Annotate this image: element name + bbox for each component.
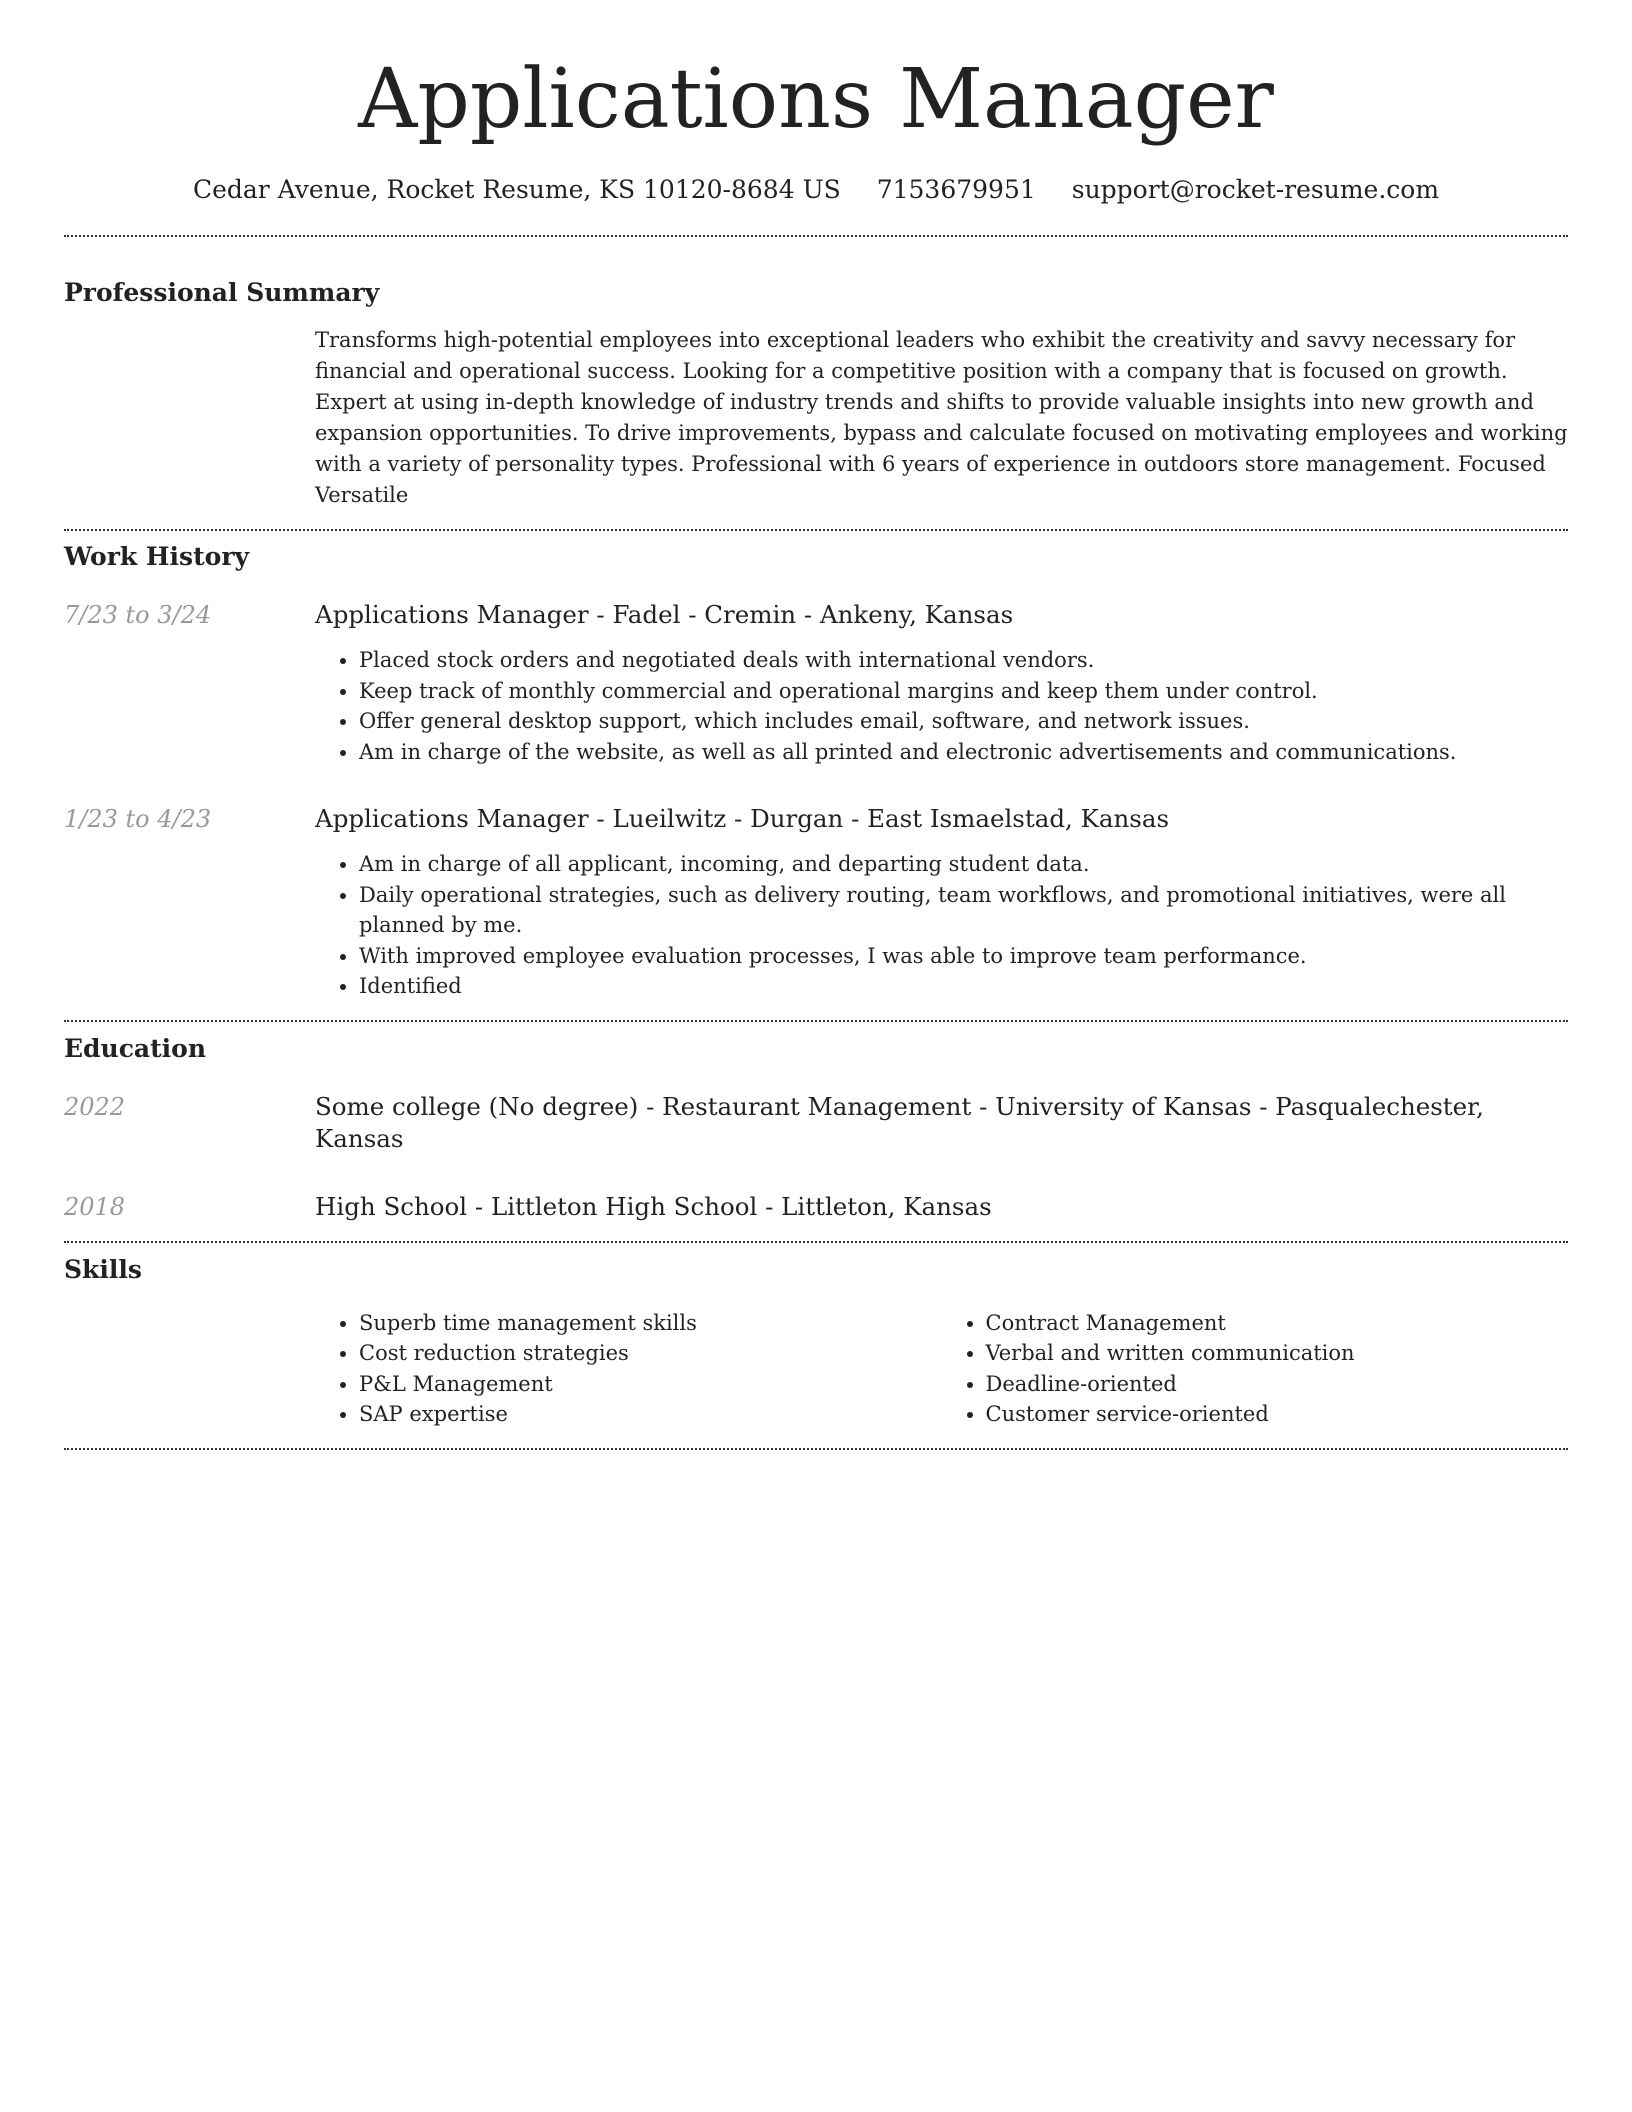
divider bbox=[64, 1020, 1568, 1022]
job-entry bbox=[64, 599, 1568, 767]
job-location: Ankeny, Kansas bbox=[819, 600, 1014, 629]
job-company: Lueilwitz - Durgan bbox=[612, 804, 844, 833]
skill-item: • Deadline-oriented bbox=[986, 1369, 1569, 1400]
skills-section bbox=[64, 1254, 1568, 1430]
job-entry bbox=[64, 803, 1568, 1002]
skill-item: • Verbal and written communication bbox=[986, 1338, 1569, 1369]
skills-list-left bbox=[315, 1308, 942, 1430]
job-bullets bbox=[315, 645, 1568, 767]
list-item: • Keep track of monthly commercial and operational margins and keep them under control. bbox=[359, 676, 1568, 707]
section-title-summary: Professional Summary bbox=[64, 278, 380, 307]
job-heading: Applications Manager - Fadel - Cremin - Ankeny, Kansas bbox=[315, 600, 1014, 629]
education-degree: High School bbox=[315, 1191, 468, 1221]
summary-row bbox=[64, 325, 1568, 511]
contact-email: support@rocket-resume.com bbox=[1071, 175, 1440, 204]
skill-item: • Contract Management bbox=[986, 1308, 1569, 1339]
job-dates: 1/23 to 4/23 bbox=[64, 805, 212, 833]
education-entry bbox=[64, 1191, 1568, 1223]
skill-item: • SAP expertise bbox=[359, 1399, 942, 1430]
skills-spacer bbox=[64, 1308, 315, 1430]
skill-item: • Customer service-oriented bbox=[986, 1399, 1569, 1430]
list-item: • With improved employee evaluation processes, I was able to improve team performance. bbox=[359, 941, 1568, 972]
list-item: • Daily operational strategies, such as delivery routing, team workflows, and promotional initiatives, were all planned by me. bbox=[359, 880, 1568, 941]
skills-row bbox=[64, 1308, 1568, 1430]
job-location: East Ismaelstad, Kansas bbox=[867, 804, 1170, 833]
divider bbox=[64, 1448, 1568, 1450]
list-item: • Am in charge of the website, as well as all printed and electronic advertisements and communications. bbox=[359, 737, 1568, 768]
contact-phone: 7153679951 bbox=[876, 175, 1036, 204]
skill-item: • Cost reduction strategies bbox=[359, 1338, 942, 1369]
contact-address: Cedar Avenue, Rocket Resume, KS 10120-8684 US bbox=[192, 175, 841, 204]
skill-item: • P&L Management bbox=[359, 1369, 942, 1400]
education-school: Littleton High School - Littleton, Kansas bbox=[490, 1191, 992, 1221]
candidate-name: Applications Manager bbox=[358, 52, 1274, 147]
section-title-work: Work History bbox=[64, 542, 250, 571]
summary-section bbox=[64, 277, 1568, 511]
list-item: • Am in charge of all applicant, incoming, and departing student data. bbox=[359, 849, 1568, 880]
contact-line bbox=[64, 174, 1568, 206]
list-item: • Offer general desktop support, which includes email, software, and network issues. bbox=[359, 706, 1568, 737]
list-item: • Placed stock orders and negotiated deals with international vendors. bbox=[359, 645, 1568, 676]
job-bullets bbox=[315, 849, 1568, 1002]
skills-list-right bbox=[942, 1308, 1569, 1430]
job-heading: Applications Manager - Lueilwitz - Durgan - East Ismaelstad, Kansas bbox=[315, 804, 1170, 833]
section-title-skills: Skills bbox=[64, 1254, 142, 1284]
job-title: Applications Manager bbox=[315, 600, 589, 629]
summary-text: Transforms high-potential employees into exceptional leaders who exhibit the creativity and savvy necessary for financial and operational success. Looking for a competitive position with a company that is focused on growth. Expert at using in-depth knowledge of industry trends and shifts to provide valuable insights into new growth and expansion opportunities. To drive improvements, bypass and calculate focused on motivating employees and working with a variety of personality types. Professional with 6 years of experience in outdoors store management. Focused Versatile bbox=[315, 328, 1568, 507]
work-history-section bbox=[64, 541, 1568, 1002]
skill-item: • Superb time management skills bbox=[359, 1308, 942, 1339]
divider bbox=[64, 529, 1568, 531]
education-entry bbox=[64, 1091, 1568, 1155]
list-item: • Identified bbox=[359, 971, 1568, 1002]
education-year: 2022 bbox=[64, 1092, 126, 1121]
job-company: Fadel - Cremin bbox=[612, 600, 797, 629]
education-school: University of Kansas - Pasqualechester, Kansas bbox=[315, 1091, 1484, 1153]
education-heading: Some college (No degree) - Restaurant Management - University of Kansas - Pasqualechester, Kansas bbox=[315, 1091, 1484, 1153]
job-title: Applications Manager bbox=[315, 804, 589, 833]
education-degree: Some college (No degree) - Restaurant Management bbox=[315, 1091, 972, 1121]
divider bbox=[64, 1241, 1568, 1243]
education-year: 2018 bbox=[64, 1192, 126, 1221]
education-section bbox=[64, 1033, 1568, 1223]
job-dates: 7/23 to 3/24 bbox=[64, 601, 212, 629]
section-title-education: Education bbox=[64, 1033, 207, 1063]
divider bbox=[64, 235, 1568, 237]
resume-page bbox=[64, 0, 1568, 1450]
education-heading: High School - Littleton High School - Littleton, Kansas bbox=[315, 1191, 992, 1221]
summary-spacer bbox=[64, 325, 315, 511]
